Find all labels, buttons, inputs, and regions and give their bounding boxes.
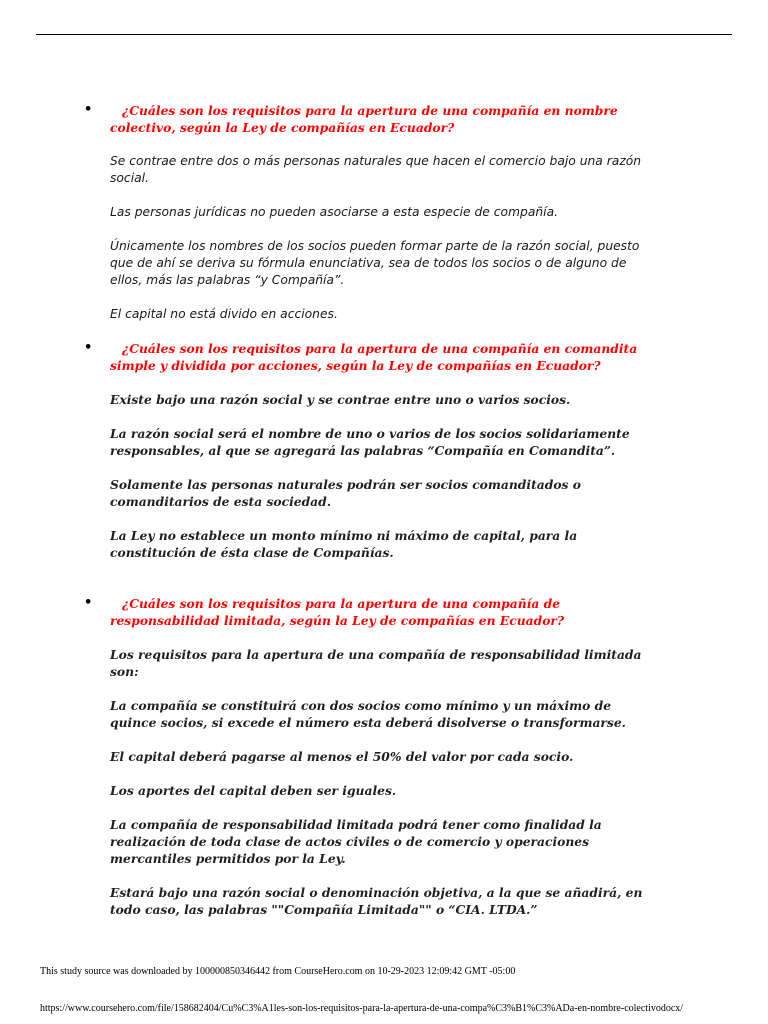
paragraph: Únicamente los nombres de los socios pueden formar parte de la razón social, puesto que de ahí se deriva su fórmula enunciativa, sea de todos los socios o de alguno de ellos, más las palabras “y Compañía”. <box>110 239 640 287</box>
paragraph: El capital deberá pagarse al menos el 50% del valor por cada socio. <box>110 749 574 764</box>
paragraph: Las personas jurídicas no pueden asociarse a esta especie de compañía. <box>110 205 559 219</box>
paragraph: Existe bajo una razón social y se contrae entre uno o varios socios. <box>110 392 571 407</box>
question-text: ¿Cuáles son los requisitos para la apertura de una compañía de responsabilidad limitada, según la Ley de compañías en Ecuador? <box>110 596 565 628</box>
bullet-icon: • <box>84 595 93 610</box>
paragraph: La compañía se constituirá con dos socios como mínimo y un máximo de quince socios, si excede el número esta deberá disolverse o transformarse. <box>110 698 626 730</box>
document-body <box>84 102 658 918</box>
paragraph: Los requisitos para la apertura de una compañía de responsabilidad limitada son: <box>110 647 642 679</box>
source-url[interactable]: https://www.coursehero.com/file/158682404/Cu%C3%A1les-son-los-requisitos-para-la-apertura-de-una-compa%C3%B1%C3%ADa-en-nombre-colectivodocx/ <box>40 1003 684 1014</box>
question-text: ¿Cuáles son los requisitos para la apertura de una compañía en comandita simple y dividida por acciones, según la Ley de compañías en Ecuador? <box>110 341 638 373</box>
paragraph: Se contrae entre dos o más personas naturales que hacen el comercio bajo una razón social. <box>110 154 642 185</box>
paragraph: El capital no está divido en acciones. <box>110 307 338 321</box>
paragraph: La compañía de responsabilidad limitada podrá tener como finalidad la realización de toda clase de actos civiles o de comercio y operaciones mercantiles permitidos por la Ley. <box>110 817 602 866</box>
question-heading-3 <box>64 595 658 629</box>
paragraph: Los aportes del capital deben ser iguales. <box>110 783 397 798</box>
question-heading-2 <box>64 340 658 374</box>
paragraph: La razón social será el nombre de uno o varios de los socios solidariamente responsables, al que se agregará las palabras “Compañía en Comandita”. <box>110 426 630 458</box>
download-notice: This study source was downloaded by 100000850346442 from CourseHero.com on 10-29-2023 12:09:42 GMT -05:00 <box>40 966 516 977</box>
question-heading-1 <box>64 102 658 136</box>
paragraph: La Ley no establece un monto mínimo ni máximo de capital, para la constitución de ésta clase de Compañías. <box>110 528 578 560</box>
bullet-icon: • <box>84 102 93 117</box>
bullet-icon: • <box>84 340 93 355</box>
question-text: ¿Cuáles son los requisitos para la apertura de una compañía en nombre colectivo, según la Ley de compañías en Ecuador? <box>110 103 618 135</box>
header-rule <box>36 34 732 35</box>
paragraph: Estará bajo una razón social o denominación objetiva, a la que se añadirá, en todo caso, las palabras ""Compañía Limitada"" o “CIA. LTDA.” <box>110 885 643 917</box>
paragraph: Solamente las personas naturales podrán ser socios comanditados o comanditarios de esta sociedad. <box>110 477 581 509</box>
